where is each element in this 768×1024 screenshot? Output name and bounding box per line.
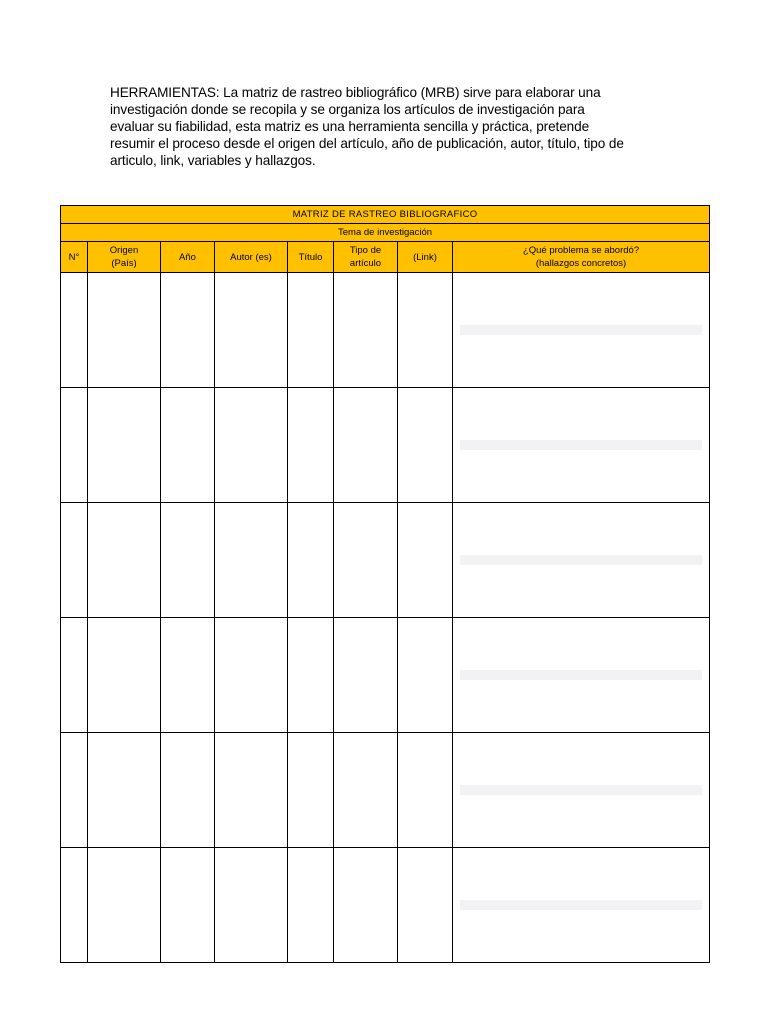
table-cell[interactable] [398, 388, 453, 503]
table-cell[interactable] [161, 503, 215, 618]
faint-text-line [460, 555, 702, 565]
table-cell[interactable] [61, 388, 88, 503]
table-cell[interactable] [215, 503, 288, 618]
table-cell[interactable] [453, 618, 710, 733]
table-row [61, 273, 710, 388]
column-header-label: (Link) [413, 251, 437, 263]
table-cell[interactable] [215, 733, 288, 848]
table-cell[interactable] [398, 848, 453, 963]
column-header-label: Tipo de [349, 245, 382, 256]
column-header-sublabel: (hallazgos concretos) [535, 258, 627, 269]
bibliographic-matrix-table [60, 205, 710, 963]
table-cell[interactable] [288, 273, 334, 388]
table-cell[interactable] [334, 388, 398, 503]
table-cell[interactable] [161, 618, 215, 733]
faint-text-line [460, 900, 702, 910]
table-cell[interactable] [215, 388, 288, 503]
faint-text-line [460, 440, 702, 450]
column-header-link [398, 242, 453, 273]
column-header-label: Origen [109, 245, 139, 256]
column-header-label: Año [179, 251, 196, 263]
column-header-origin [88, 242, 161, 273]
table-cell[interactable] [88, 733, 161, 848]
column-header-findings [453, 242, 710, 273]
intro-line: evaluar su fiabilidad, esta matriz es una herramienta sencilla y práctica, pretende [110, 119, 590, 134]
table-cell[interactable] [161, 733, 215, 848]
table-cell[interactable] [334, 618, 398, 733]
table-cell[interactable] [453, 733, 710, 848]
table-cell[interactable] [334, 273, 398, 388]
table-cell[interactable] [61, 848, 88, 963]
table-cell[interactable] [398, 503, 453, 618]
table-cell[interactable] [398, 273, 453, 388]
intro-line: investigación donde se recopila y se organiza los artículos de investigación para [110, 102, 585, 117]
table-cell[interactable] [334, 503, 398, 618]
table-cell[interactable] [288, 503, 334, 618]
table-cell[interactable] [453, 273, 710, 388]
column-header-number [61, 242, 88, 273]
column-header-year [161, 242, 215, 273]
table-cell[interactable] [453, 503, 710, 618]
table-cell[interactable] [215, 273, 288, 388]
table-cell[interactable] [161, 388, 215, 503]
table-cell[interactable] [88, 848, 161, 963]
table-title: MATRIZ DE RASTREO BIBLIOGRAFICO [61, 206, 710, 224]
table-cell[interactable] [334, 848, 398, 963]
table-cell[interactable] [398, 618, 453, 733]
table-cell[interactable] [215, 618, 288, 733]
table-cell[interactable] [161, 273, 215, 388]
column-header-title [288, 242, 334, 273]
table-cell[interactable] [88, 388, 161, 503]
intro-line: HERRAMIENTAS: La matriz de rastreo bibliográfico (MRB) sirve para elaborar una [110, 85, 601, 100]
table-cell[interactable] [288, 733, 334, 848]
table-row [61, 618, 710, 733]
table-row [61, 848, 710, 963]
intro-line: resumir el proceso desde el origen del artículo, año de publicación, autor, título, tipo de [110, 136, 624, 151]
table-row [61, 733, 710, 848]
table-cell[interactable] [453, 388, 710, 503]
table-cell[interactable] [398, 733, 453, 848]
table-cell[interactable] [88, 503, 161, 618]
column-header-label: N° [68, 251, 80, 263]
table-subtitle: Tema de investigación [61, 224, 710, 242]
table-row [61, 388, 710, 503]
column-header-label: Título [298, 251, 323, 263]
column-header-label: ¿Qué problema se abordó? [522, 245, 640, 256]
table-cell[interactable] [215, 848, 288, 963]
faint-text-line [460, 670, 702, 680]
column-header-author [215, 242, 288, 273]
table-cell[interactable] [61, 273, 88, 388]
table-cell[interactable] [61, 618, 88, 733]
faint-text-line [460, 325, 702, 335]
table-row [61, 503, 710, 618]
column-header-sublabel: (País) [111, 258, 137, 269]
table-cell[interactable] [61, 503, 88, 618]
faint-text-line [460, 785, 702, 795]
intro-paragraph [110, 84, 670, 169]
table-cell[interactable] [88, 618, 161, 733]
table-cell[interactable] [161, 848, 215, 963]
column-header-article-type [334, 242, 398, 273]
intro-line: articulo, link, variables y hallazgos. [110, 153, 316, 168]
table-cell[interactable] [61, 733, 88, 848]
table-cell[interactable] [288, 388, 334, 503]
column-header-sublabel: artículo [349, 258, 382, 269]
table-cell[interactable] [288, 618, 334, 733]
table-cell[interactable] [334, 733, 398, 848]
column-header-label: Autor (es) [230, 251, 272, 263]
table-cell[interactable] [288, 848, 334, 963]
table-cell[interactable] [88, 273, 161, 388]
table-cell[interactable] [453, 848, 710, 963]
